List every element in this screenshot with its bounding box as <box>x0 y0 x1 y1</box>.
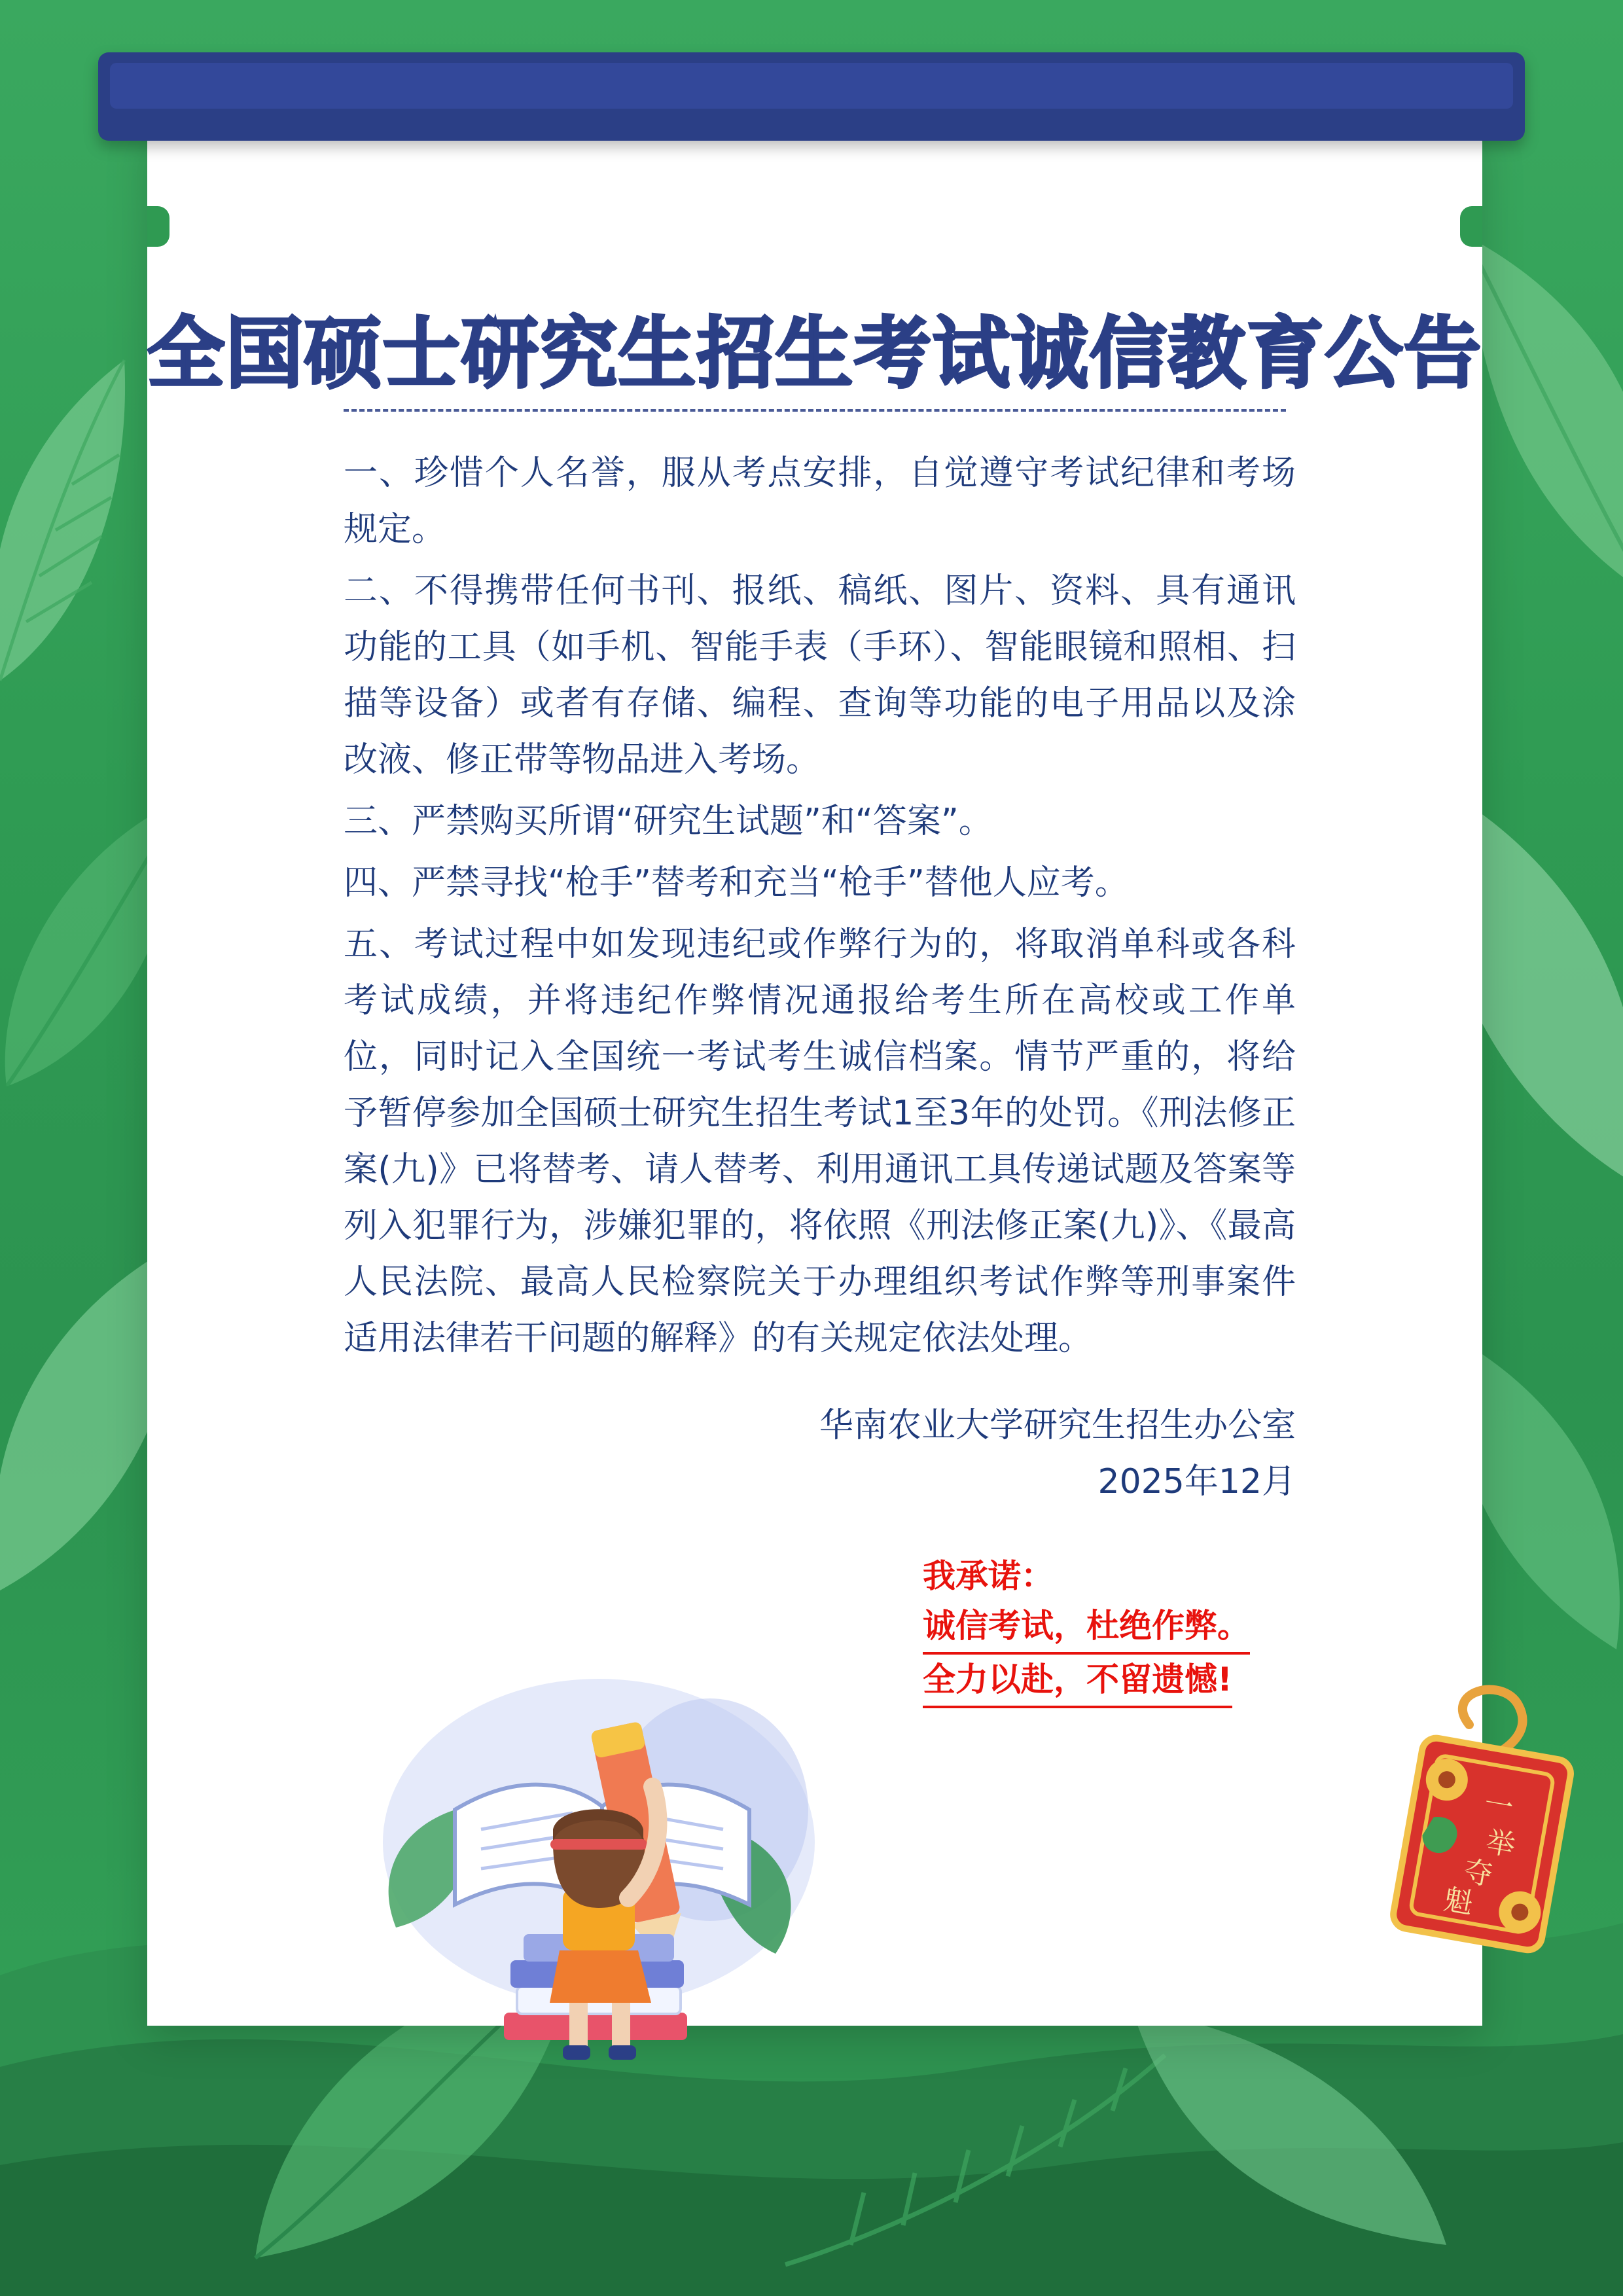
girl-reading-book-illustration <box>357 1646 854 2104</box>
clause-3: 三、严禁购买所谓“研究生试题”和“答案”。 <box>344 802 993 841</box>
lucky-charm-icon <box>1371 1679 1594 1960</box>
signature-block <box>819 1397 1296 1510</box>
pledge-block <box>923 1551 1250 1708</box>
pledge-line-2: 全力以赴，不留遗憾! <box>923 1655 1232 1708</box>
binder-clip-highlight <box>110 63 1513 109</box>
signature-date: 2025年12月 <box>1097 1462 1296 1501</box>
announcement-body <box>344 445 1296 1372</box>
title-divider <box>344 409 1286 412</box>
clause-2: 二、不得携带任何书刊、报纸、稿纸、图片、资料、具有通讯功能的工具（如手机、智能手表（手环）、智能眼镜和照相、扫描等设备）或者有存储、编程、查询等功能的电子用品以及涂改液、修正带等物品进入考场。 <box>344 571 1296 780</box>
svg-text:一: 一 <box>1482 1787 1516 1825</box>
signature-organization: 华南农业大学研究生招生办公室 <box>819 1406 1296 1445</box>
binder-clip-icon <box>98 52 1525 141</box>
poster-paper <box>147 128 1518 2026</box>
clause-1: 一、珍惜个人名誉，服从考点安排，自觉遵守考试纪律和考场规定。 <box>344 454 1296 549</box>
pledge-heading: 我承诺： <box>923 1557 1054 1595</box>
clause-5: 五、考试过程中如发现违纪或作弊行为的，将取消单科或各科考试成绩，并将违纪作弊情况通报给考生所在高校或工作单位，同时记入全国统一考试考生诚信档案。情节严重的，将给予暂停参加全国硕士研究生招生考试1至3年的处罚。《刑法修正案(九)》已将替考、请人替考、利用通讯工具传递试题及答案等列入犯罪行为，涉嫌犯罪的，将依照《刑法修正案(九)》、《最高人民法院、最高人民检察院关于办理组织考试作弊等刑事案件适用法律若干问题的解释》的有关规定依法处理。 <box>344 925 1296 1358</box>
svg-text:魁: 魁 <box>1441 1882 1476 1921</box>
clause-4: 四、严禁寻找“枪手”替考和充当“枪手”替他人应考。 <box>344 863 1129 903</box>
page-title: 全国硕士研究生招生考试诚信教育公告 <box>147 308 1483 399</box>
svg-text:夺: 夺 <box>1461 1854 1495 1893</box>
svg-text:举: 举 <box>1483 1825 1518 1863</box>
pledge-line-1: 诚信考试，杜绝作弊。 <box>923 1601 1250 1655</box>
